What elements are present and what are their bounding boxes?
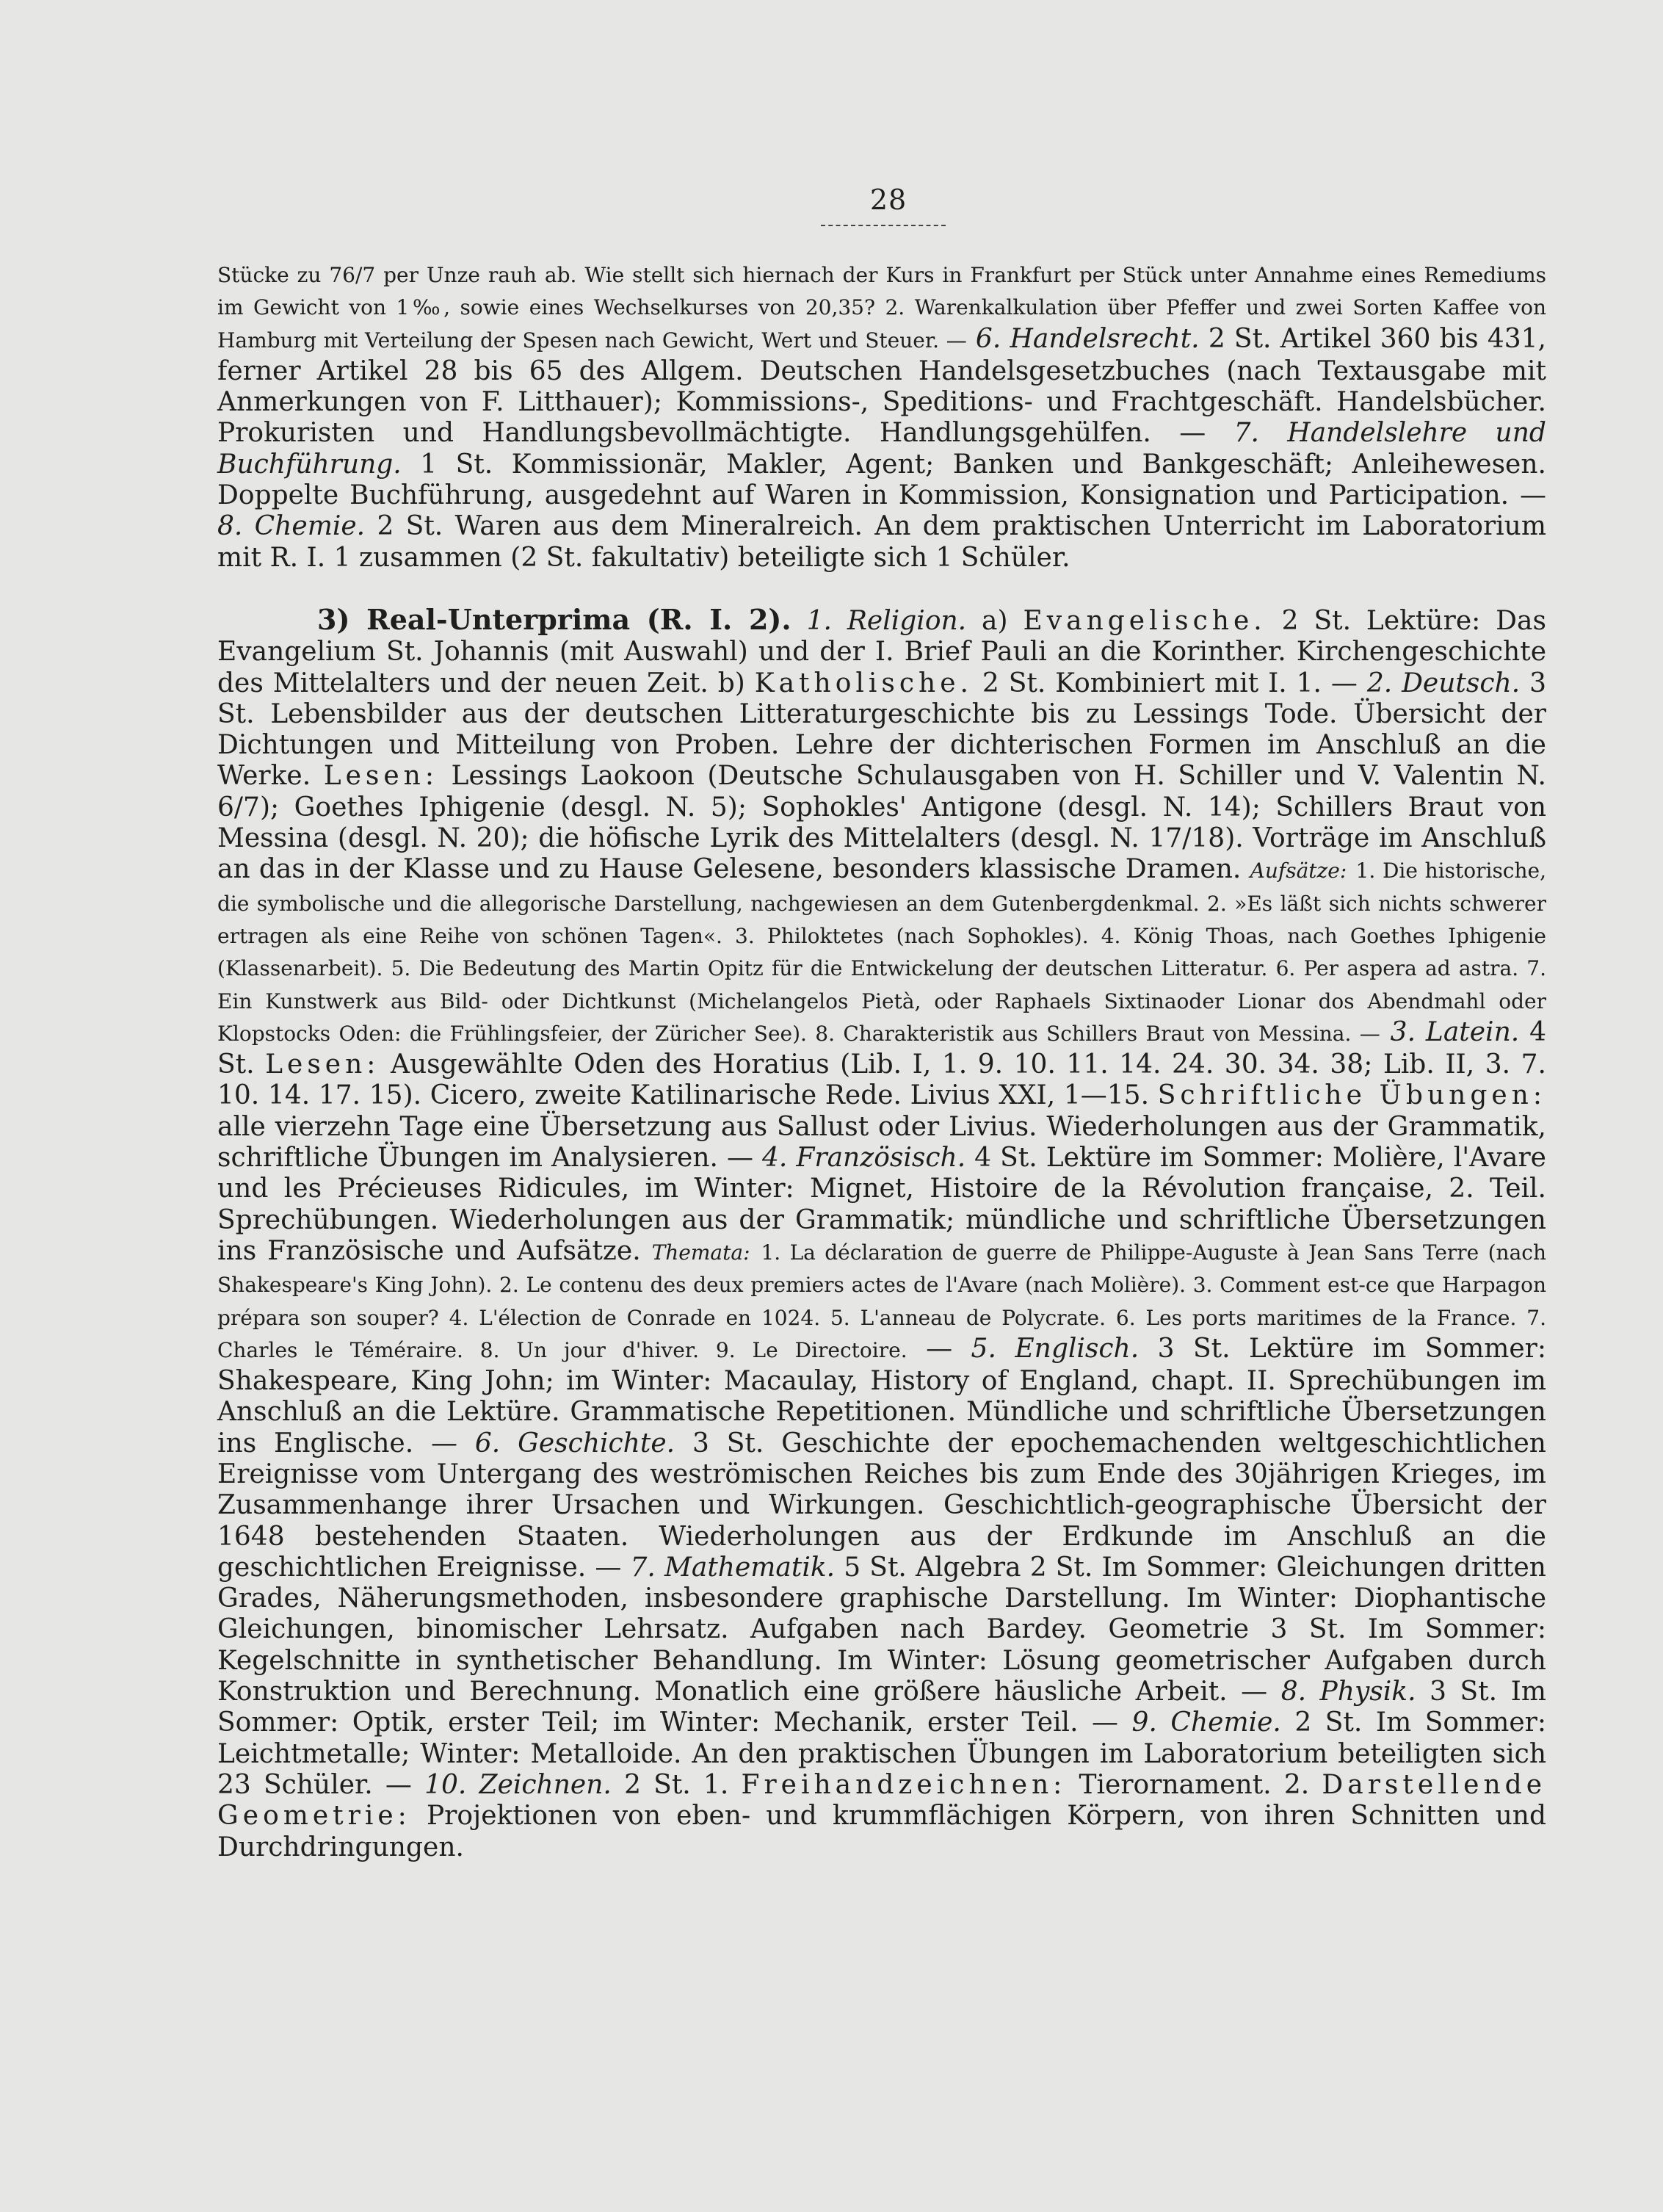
section-heading: 3) Real-Unterprima (R. I. 2).	[317, 602, 791, 636]
latein-lesen-text: Ausgewählte Oden des Horatius (Lib. I, 1. 9. 10. 11. 14. 24. 30. 34. 38; Lib. II, 3. 7. 10. 14. 17. 15). Cicero, zweite Katilinarische Rede. Livius XXI, 1—15.	[217, 1049, 1546, 1111]
aufsaetze-text: 1. Die historische, die symbolische und die allegorische Darstellung, nachgewiesen an dem Gutenbergdenkmal. 2. »Es läßt sich nichts schwerer ertragen als eine Reihe von schönen Tagen«. 3. Philoktetes (nach Sophokles). 4. König Thoas, nach Goethes Iphigenie (Klassenarbeit). 5. Die Bedeutung des Martin Opitz für die Entwickelung der deutschen Litteratur. 6. Per aspera ad astra. 7. Ein Kunstwerk aus Bild- oder Dichtkunst (Michelangelos Pietà, oder Raphaels Sixtinaoder Lionar dos Abendmahl oder Klopstocks Oden: die Frühlingsfeier, der Züricher See). 8. Charakteristik aus Schillers Braut von Messina. —	[217, 859, 1546, 1046]
zeichnen-text-2: Tierornament. 2.	[1079, 1769, 1310, 1800]
subject-text-handelsrecht: 2 St. Artikel 360 bis 431, ferner Artikel 28 bis 65 des Allgem. Deutschen Handelsgesetzbuches (nach Textausgabe mit Anmerkungen von F. Litthauer); Kommissions-, Speditions- und Frachtgeschäft. Handelsbücher. Prokuristen und Handlungsbevollmächtigte. Handlungsgehülfen. —	[217, 323, 1546, 449]
chemie-2-text: 2 St. Im Sommer: Leichtmetalle; Winter: Metalloide. An den praktischen Übungen im Laboratorium beteiligten sich 23 Schüler. —	[217, 1707, 1546, 1800]
aufsaetze-label: Aufsätze:	[1250, 859, 1347, 883]
latein-uebungen-label: Schriftliche Übungen:	[1157, 1080, 1546, 1111]
englisch-dash: —	[926, 1333, 953, 1364]
page-number: 28	[869, 184, 907, 216]
mathematik-text: 5 St. Algebra 2 St. Im Sommer: Gleichungen dritten Grades, Näherungsmethoden, insbesondere graphische Darstellung. Im Winter: Diophantische Gleichungen, binomischer Lehrsatz. Aufgaben nach Bardey. Geometrie 3 St. Im Sommer: Kegelschnitte in synthetischer Behandlung. Im Winter: Lösung geometrischer Aufgaben durch Konstruktion und Berechnung. Monatlich eine größere häusliche Arbeit. —	[217, 1552, 1546, 1707]
subject-title-physik: 8. Physik.	[1280, 1677, 1416, 1707]
deutsch-text: 3 St. Lebensbilder aus der deutschen Litteraturgeschichte bis zu Lessings Tode. Übersicht der Dichtungen und Mitteilung von Proben. Lehre der dichterischen Formen im Anschluß an die Werke.	[217, 668, 1546, 792]
englisch-text: 3 St. Lektüre im Sommer: Shakespeare, King John; im Winter: Macaulay, History of England, chapt. II. Sprechübungen im Anschluß an die Lektüre. Grammatische Repetitionen. Mündliche und schriftliche Übersetzungen ins Englische. —	[217, 1333, 1547, 1459]
subject-title-zeichnen: 10. Zeichnen.	[424, 1769, 612, 1800]
religion-a-marker: a)	[982, 605, 1008, 636]
zeichnen-freihand-label: Freihandzeichnen:	[741, 1769, 1067, 1800]
subject-title-latein: 3. Latein.	[1390, 1016, 1520, 1047]
subject-text-chemie: 2 St. Waren aus dem Mineralreich. An dem praktischen Unterricht im Laboratorium mit R. I. 1 zusammen (2 St. fakultativ) beteiligte sich 1 Schüler.	[217, 511, 1547, 573]
subject-title-chemie-2: 9. Chemie.	[1131, 1707, 1281, 1738]
section-gap	[217, 574, 1546, 604]
paragraph-real-unterprima	[217, 604, 1546, 1863]
intro-small-text: Stücke zu 76/7 per Unze rauh ab. Wie stellt sich hiernach der Kurs in Frankfurt per Stück unter Annahme eines Remediums im Gewicht von 1‰, sowie eines Wechselkurses von 20,35? 2. Warenkalkulation über Pfeffer und zwei Sorten Kaffee von Hamburg mit Verteilung der Spesen nach Gewicht, Wert und Steuer. —	[217, 263, 1546, 353]
subject-title-chemie: 8. Chemie.	[217, 511, 366, 542]
deutsch-lesen-text: Lessings Laokoon (Deutsche Schulausgaben von H. Schiller und V. Valentin N. 6/7); Goethes Iphigenie (desgl. N. 5); Sophokles' Antigone (desgl. N. 14); Schillers Braut von Messina (desgl. N. 20); die höfische Lyrik des Mittelalters (desgl. N. 17/18). Vorträge im Anschluß an das in der Klasse und zu Hause Gelesene, besonders klassische Dramen.	[217, 761, 1547, 885]
religion-katholisch-text: 2 St. Kombiniert mit I. 1. —	[982, 668, 1358, 698]
deutsch-lesen-label: Lesen:	[323, 761, 438, 792]
page-body	[217, 259, 1546, 1863]
latein-lesen-label: Lesen:	[265, 1049, 380, 1080]
subject-title-mathematik: 7. Mathematik.	[630, 1552, 836, 1583]
franzoesisch-text: 4 St. Lektüre im Sommer: Molière, l'Avare und les Précieuses Ridicules, im Winter: Mignet, Histoire de la Révolution française, 2. Teil. Sprechübungen. Wiederholungen aus der Grammatik; mündliche und schriftliche Übersetzungen ins Französische und Aufsätze.	[217, 1143, 1546, 1266]
latein-uebungen-text: alle vierzehn Tage eine Übersetzung aus Sallust oder Livius. Wiederholungen aus der Grammatik, schriftliche Übungen im Analysieren. —	[217, 1111, 1546, 1174]
subject-text-handelslehre: 1 St. Kommissionär, Makler, Agent; Banken und Bankgeschäft; Anleihewesen. Doppelte Buchführung, ausgedehnt auf Waren in Kommission, Konsignation und Participation. —	[217, 449, 1546, 511]
subject-title-religion: 1. Religion.	[806, 605, 967, 636]
themata-text: 1. La déclaration de guerre de Philippe-Auguste à Jean Sans Terre (nach Shakespeare's King John). 2. Le contenu des deux premiers actes de l'Avare (nach Molière). 3. Comment est-ce que Harpagon prépara son souper? 4. L'élection de Conrade en 1024. 5. L'anneau de Polycrate. 6. Les ports maritimes de la France. 7. Charles le Téméraire. 8. Un jour d'hiver. 9. Le Directoire.	[217, 1240, 1546, 1362]
themata-label: Themata:	[651, 1240, 750, 1265]
subject-title-deutsch: 2. Deutsch.	[1366, 668, 1521, 698]
religion-katholisch-label: Katholische.	[754, 668, 973, 698]
zeichnen-text-1: 2 St. 1.	[624, 1769, 729, 1800]
subject-title-geschichte: 6. Geschichte.	[474, 1428, 675, 1459]
paragraph-commercial-subjects	[217, 259, 1546, 574]
subject-title-handelsrecht: 6. Handelsrecht.	[975, 323, 1200, 354]
religion-evangelisch-label: Evangelische.	[1023, 605, 1267, 636]
zeichnen-text-3: Projektionen von eben- und krummflächigen Körpern, von ihren Schnitten und Durchdringungen.	[217, 1801, 1546, 1862]
page-number-ornament	[821, 220, 946, 226]
religion-evangelisch-text: 2 St. Lektüre: Das Evangelium St. Johannis (mit Auswahl) und der I. Brief Pauli an die Korinther. Kirchengeschichte des Mittelalters und der neuen Zeit. b)	[217, 605, 1546, 698]
subject-title-englisch: 5. Englisch.	[971, 1333, 1140, 1364]
physik-text: 3 St. Im Sommer: Optik, erster Teil; im Winter: Mechanik, erster Teil. —	[217, 1677, 1546, 1738]
latein-hours: 4 St.	[217, 1016, 1547, 1080]
zeichnen-geometrie-label: Darstellende Geometrie:	[217, 1769, 1547, 1832]
subject-title-handelslehre: 7. Handelslehre und Buchführung.	[217, 418, 1546, 480]
geschichte-text: 3 St. Geschichte der epochemachenden weltgeschichtlichen Ereignisse vom Untergang des weströmischen Reiches bis zum Ende des 30jährigen Krieges, im Zusammenhange ihrer Ursachen und Wirkungen. Geschichtlich-geographische Übersicht der 1648 bestehenden Staaten. Wiederholungen aus der Erdkunde im Anschluß an die geschichtlichen Ereignisse. —	[217, 1428, 1546, 1583]
subject-title-franzoesisch: 4. Französisch.	[762, 1143, 966, 1174]
